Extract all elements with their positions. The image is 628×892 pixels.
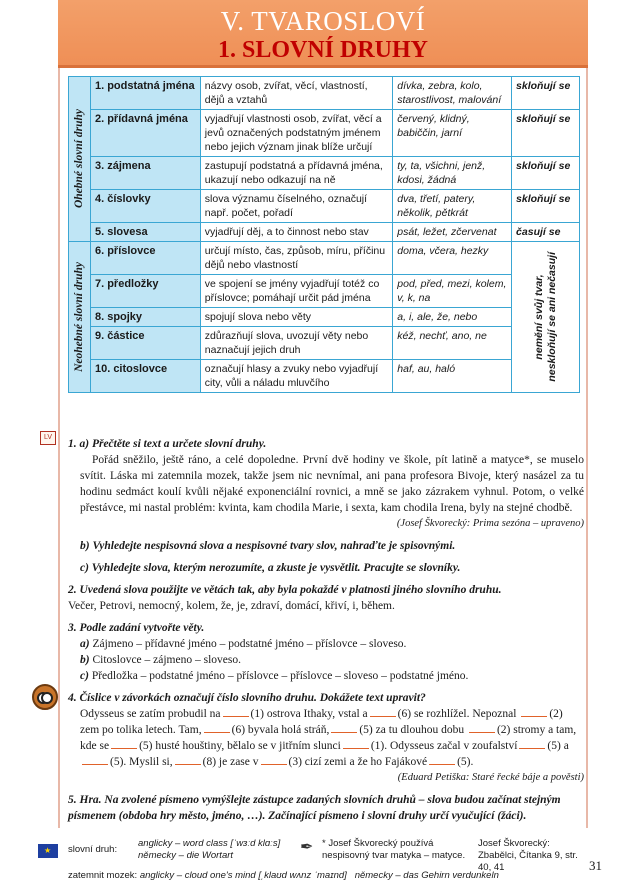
task-1a-source: (Josef Škvorecký: Prima sezóna – upraveno) — [396, 518, 584, 529]
blank-field[interactable] — [261, 755, 287, 765]
row-example: ty, ta, všichni, jenž, kdosi, žádná — [393, 157, 512, 190]
row-name: 1. podstatná jména — [90, 77, 200, 110]
table-row — [69, 110, 580, 157]
right-margin-line — [586, 68, 588, 828]
table-row — [69, 308, 580, 327]
table-row — [69, 190, 580, 223]
task-4-question: 4. Číslice v závorkách označují číslo slovního druhu. Dokážete text upravit? — [68, 692, 426, 704]
footer-label-1: slovní druh: — [68, 844, 118, 855]
row-example: psát, ležet, zčervenat — [393, 223, 512, 242]
row-example: pod, před, mezi, kolem, v, k, na — [393, 275, 512, 308]
task-5-question: 5. Hra. Na zvolené písmeno vymýšlejte zástupce zadaných slovních druhů – slova budou začínat stejným písmenem (obdoba hry město, jméno, …). Začínající písmeno i slovní druhy určí vyučující (žáci). — [68, 794, 561, 822]
task-3a: a) Zájmeno – přídavné jméno – podstatné jméno – příslovce – sloveso. — [80, 638, 407, 650]
row-name: 8. spojky — [90, 308, 200, 327]
row-example: dívka, zebra, kolo, starostlivost, malování — [393, 77, 512, 110]
blank-field[interactable] — [223, 707, 249, 717]
task-3-question: 3. Podle zadání vytvořte věty. — [68, 622, 205, 634]
table-row — [69, 360, 580, 393]
row-inflection: časují se — [512, 223, 580, 242]
blank-field[interactable] — [519, 739, 545, 749]
row-desc: vyjadřují děj, a to činnost nebo stav — [200, 223, 392, 242]
footer-line-2: zatemnit mozek: anglicky – cloud one's mind [ˌklaʊd wʌnz ˈmaɪnd] německy – das Gehirn verdunkeln — [68, 870, 499, 881]
table-row — [69, 327, 580, 360]
row-desc: slova významu číselného, označují např. počet, pořadí — [200, 190, 392, 223]
footer-reference: Josef Škvorecký: Zbabělci, Čítanka 9, str. 40, 41 — [478, 838, 578, 873]
row-name: 10. citoslovce — [90, 360, 200, 393]
word-class-table — [68, 76, 580, 393]
row-desc: vyjadřují vlastnosti osob, zvířat, věcí a jevů označených podstatným jménem nebo jejich význam jinak blíže určují — [200, 110, 392, 157]
row-desc: označují hlasy a zvuky nebo vyjadřují city, vůli a náladu mluvčího — [200, 360, 392, 393]
task-1a-question: 1. a) Přečtěte si text a určete slovní druhy. — [68, 438, 267, 450]
task-2-question: 2. Uvedená slova použijte ve větách tak, aby byla pokaždé v platnosti jiného slovního druhu. — [68, 584, 502, 596]
eu-flag-icon — [38, 844, 58, 858]
row-desc: zastupují podstatná a přídavná jména, ukazují nebo odkazují na ně — [200, 157, 392, 190]
blank-field[interactable] — [429, 755, 455, 765]
row-name: 7. předložky — [90, 275, 200, 308]
page-footer — [0, 838, 628, 892]
neohebne-inflection: nemění svůj tvar, neskloňují se ani nečasují — [512, 242, 580, 393]
row-desc: ve spojení se jmény vyjadřují totéž co příslovce; pomáhají určit pád jména — [200, 275, 392, 308]
task-1a-text: Pořád sněžilo, ještě ráno, a celé dopoledne. První dvě hodiny ve škole, pít latině a matyce*, se muselo svítit. Láska mi zatemnila mozek, takže jsem nic nevnímal, ani pana profesora Bivoje, který nasázel za tu hodinu sedmáct koulí kvůli nějaké exponenciální rovnici, a mně se jako zázrakem vyhnul. Potom, o velké přestávce, mi nastal problém: kvinta, kam chodila Marie, i sexta, kam chodila Irena, byly na stejné chodbě. — [80, 454, 584, 514]
row-desc: určují místo, čas, způsob, míru, příčinu dějů nebo vlastností — [200, 242, 392, 275]
row-name: 3. zájmena — [90, 157, 200, 190]
task-2-words: Večer, Petrovi, nemocný, kolem, že, je, zdraví, domácí, křiví, i, během. — [68, 600, 395, 612]
footer-note: * Josef Škvorecký používá nespisovný tvar matyka – matyce. — [322, 838, 466, 861]
blank-field[interactable] — [521, 707, 547, 717]
row-name: 6. příslovce — [90, 242, 200, 275]
row-name: 5. slovesa — [90, 223, 200, 242]
row-desc: spojují slova nebo věty — [200, 308, 392, 327]
quill-icon: ✒ — [300, 839, 314, 856]
task-3b: b) Citoslovce – zájmeno – sloveso. — [80, 654, 241, 666]
chapter-header — [58, 0, 588, 68]
page-number: 31 — [589, 858, 602, 873]
footer-translations-1: anglicky – word class [ˈwɜːd klɑːs] německy – die Wortart — [138, 838, 281, 861]
blank-field[interactable] — [111, 739, 137, 749]
table-row — [69, 157, 580, 190]
task-3c: c) Předložka – podstatné jméno – příslovce – příslovce – sloveso – podstatné jméno. — [80, 670, 469, 682]
row-example: haf, au, haló — [393, 360, 512, 393]
task-4-text: Odysseus se zatím probudil na (1) ostrova Ithaky, vstal a (6) se rozhlížel. Nepoznal (2) zem po tolika letech. Tam, (6) byvala holá stráň, (5) za tu dlouhou dobu (2) stromy a tam, kde se (5) husté houštiny, bělalo se v jitřním slunci (1). Odysseus začal v zoufalství (5) a(5). Myslil si, (8) je zase v (3) cizí zemi a že ho Fajákové (5). — [80, 708, 577, 768]
section-title: 1. SLOVNÍ DRUHY — [217, 37, 429, 63]
lv-badge-icon: LV — [40, 431, 56, 445]
exercises — [68, 430, 584, 824]
table-row — [69, 275, 580, 308]
row-inflection: skloňují se — [512, 77, 580, 110]
chapter-title: V. TVAROSLOVÍ — [220, 6, 426, 36]
row-name: 4. číslovky — [90, 190, 200, 223]
row-inflection: skloňují se — [512, 190, 580, 223]
blank-field[interactable] — [370, 707, 396, 717]
group-neohebne: Neohebné slovní druhy — [69, 242, 91, 393]
table-row — [69, 77, 580, 110]
blank-field[interactable] — [331, 723, 357, 733]
blank-field[interactable] — [469, 723, 495, 733]
blank-field[interactable] — [175, 755, 201, 765]
table-row — [69, 242, 580, 275]
task-1b: b) Vyhledejte nespisovná slova a nespisovné tvary slov, nahraďte je spisovnými. — [80, 540, 456, 552]
row-example: a, i, ale, že, nebo — [393, 308, 512, 327]
blank-field[interactable] — [204, 723, 230, 733]
task-1c: c) Vyhledejte slova, kterým nerozumíte, a zkuste je vysvětlit. Pracujte se slovníky. — [80, 562, 461, 574]
table-row — [69, 223, 580, 242]
row-name: 2. přídavná jména — [90, 110, 200, 157]
row-example: červený, klidný, babiččin, jarní — [393, 110, 512, 157]
row-desc: názvy osob, zvířat, věcí, vlastností, dějů a vztahů — [200, 77, 392, 110]
row-example: kéž, nechť, ano, ne — [393, 327, 512, 360]
group-ohebne: Ohebné slovní druhy — [69, 77, 91, 242]
owl-icon — [32, 684, 58, 710]
row-example: doma, včera, hezky — [393, 242, 512, 275]
task-4-source: (Eduard Petiška: Staré řecké báje a pověsti) — [397, 772, 584, 783]
row-example: dva, třetí, patery, několik, pětkrát — [393, 190, 512, 223]
row-desc: zdůrazňují slova, uvozují věty nebo naznačují jejich druh — [200, 327, 392, 360]
blank-field[interactable] — [82, 755, 108, 765]
row-inflection: skloňují se — [512, 157, 580, 190]
row-name: 9. částice — [90, 327, 200, 360]
left-margin-line — [58, 68, 60, 828]
row-inflection: skloňují se — [512, 110, 580, 157]
blank-field[interactable] — [343, 739, 369, 749]
